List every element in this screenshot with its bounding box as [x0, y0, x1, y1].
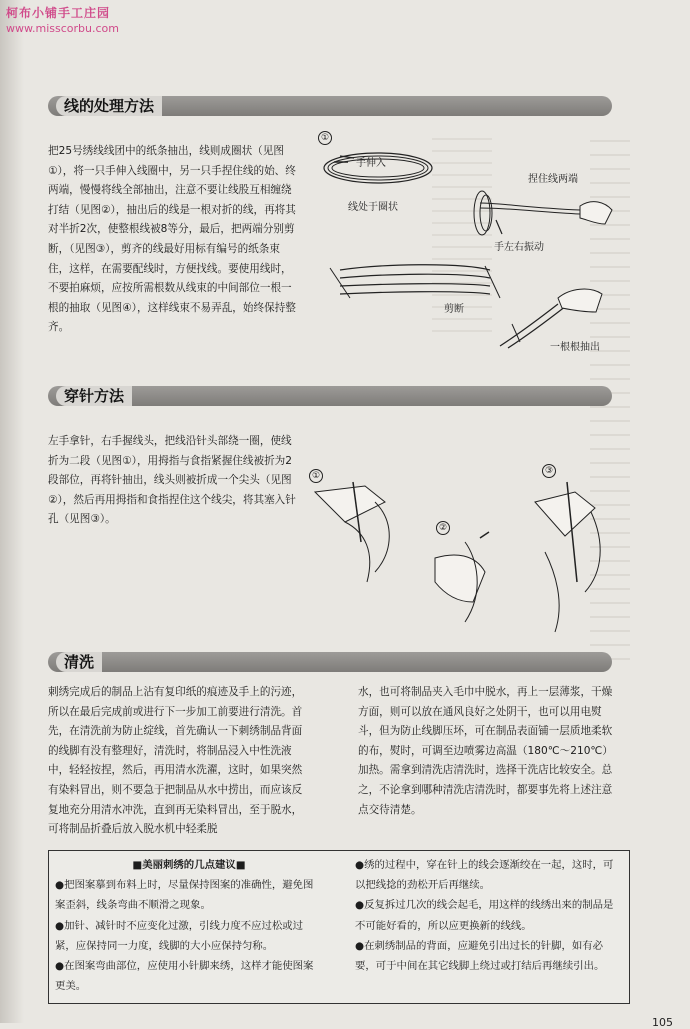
- thread-handling-illustration: [300, 128, 620, 358]
- section-title-thread: 线的处理方法: [56, 96, 162, 116]
- figure-number-1: ①: [309, 469, 323, 483]
- label-hands-shake: 手左右振动: [494, 242, 544, 253]
- label-pinch-ends: 捏住线两端: [528, 174, 578, 185]
- wash-paragraph-left: 刺绣完成后的制品上沾有复印纸的痕迹及手上的污迹，所以在最后完成前或进行下一步加工前要进行清洗。首先，在清洗前为防止绽线，首先确认一下刺绣制品背面的线脚有没有整理好，清洗时，将制品浸入中性洗液中，轻轻按捏，然后，再用清水洗濯，这时，如果突然有染料冒出，则不要急于把制品从水中捞出，而应该反复地充分用清水冲洗，直到再无染料冒出，至于脱水，可将制品折叠后放入脱水机中轻柔脱: [48, 686, 303, 836]
- tip-item: ●在图案弯曲部位，应使用小针脚来绣，这样才能使图案更美。: [55, 960, 314, 993]
- needle-step3-drawing: [535, 482, 600, 632]
- thread-paragraph: 把25号绣线线团中的纸条抽出，线则成圈状（见图①），将一只手伸入线圈中，另一只手捏住线的始、终两端，慢慢将线全部抽出，注意不要让线股互相缠绕打结（见图②），抽出后的线是一根对折的线，再将其对半折2次，使整根线被8等分，最后，把两端分别剪断，（见图③），剪齐的线最好用标有编号的纸条束住，这样，在需要配线时，方便找线。要使用线时，不要拍麻烦，应按所需根数从线束的中间部位一根一根的抽取（见图④），这样线束不易弄乱，始终保持整齐。: [48, 145, 296, 334]
- page-number: 105: [652, 1016, 673, 1029]
- needle-paragraph: 左手拿针，右手握线头，把线沿针头部绕一圈，使线折为二段（见图①），用拇指与食指紧握住线被折为2段部位，再将针抽出，线头则被折成一个尖头（见图②），然后再用拇指和食指捏住这个线尖，将其塞入针孔（见图③）。: [48, 435, 296, 526]
- section-title-wash: 清洗: [56, 652, 102, 672]
- figure-number-3: ③: [542, 464, 556, 478]
- needle-step2-drawing: [435, 532, 489, 622]
- tip-item: ●加针、减针时不应变化过激，引线力度不应过松或过紧，应保持同一力度，线脚的大小应保持匀称。: [55, 919, 304, 952]
- tip-item: ●反复拆过几次的线会起毛，用这样的线绣出来的制品是不可能好看的，所以应更换新的线线。: [355, 899, 614, 932]
- label-thread-loop: 线处于圈状: [348, 202, 398, 213]
- needle-step1-drawing: [315, 482, 389, 582]
- label-pull-one: 一根根抽出: [550, 342, 600, 353]
- cut-bundle-drawing: [330, 265, 500, 298]
- figure-number-2: ②: [436, 521, 450, 535]
- needle-threading-illustration: [305, 462, 620, 647]
- tips-title: ■美丽刺绣的几点建议■: [132, 859, 246, 871]
- tip-item: ●把图案摹到布料上时，尽量保持图案的准确性，避免图案歪斜，线条弯曲不顺滑之现象。: [55, 879, 314, 912]
- tip-item: ●绣的过程中，穿在针上的线会逐渐绞在一起，这时，可以把线捻的劲松开后再继续。: [355, 859, 614, 892]
- section-header-wash: [48, 652, 612, 672]
- section-header-needle: [48, 386, 612, 406]
- figure-number-1: ①: [318, 131, 332, 145]
- watermark-url: www.misscorbu.com: [6, 22, 119, 35]
- tip-item: ●在刺绣制品的背面，应避免引出过长的针脚，如有必要，可于中间在其它线脚上绕过或打结后再继续引出。: [355, 939, 605, 973]
- page-binding-shadow: [0, 0, 24, 1023]
- section-header-thread: [48, 96, 612, 116]
- tips-right-column: [355, 855, 623, 976]
- wash-paragraph-right: 水，也可将制品夹入毛巾中脱水，再上一层薄浆，干燥方面，则可以放在通风良好之处阴干，也可以用电熨斗，但为防止线脚压坏，可在制品表面铺一层质地柔软的布，熨时，可调至边喷雾边高温（180℃～210℃）加热。需拿到清洗店清洗时，选择干洗店比较安全。总之，不论拿到哪种清洗店清洗时，都要事先将上述注意点交待清楚。: [358, 686, 613, 816]
- pull-thread-drawing: [474, 191, 612, 235]
- label-cut: 剪断: [444, 304, 464, 315]
- tips-left-column: [55, 855, 323, 996]
- label-hand-in: 手伸入: [356, 158, 386, 169]
- watermark-title: 柯布小铺手工庄园: [6, 6, 111, 20]
- site-watermark: [6, 4, 206, 35]
- section-title-needle: 穿针方法: [56, 386, 132, 406]
- tips-box: [48, 850, 630, 1004]
